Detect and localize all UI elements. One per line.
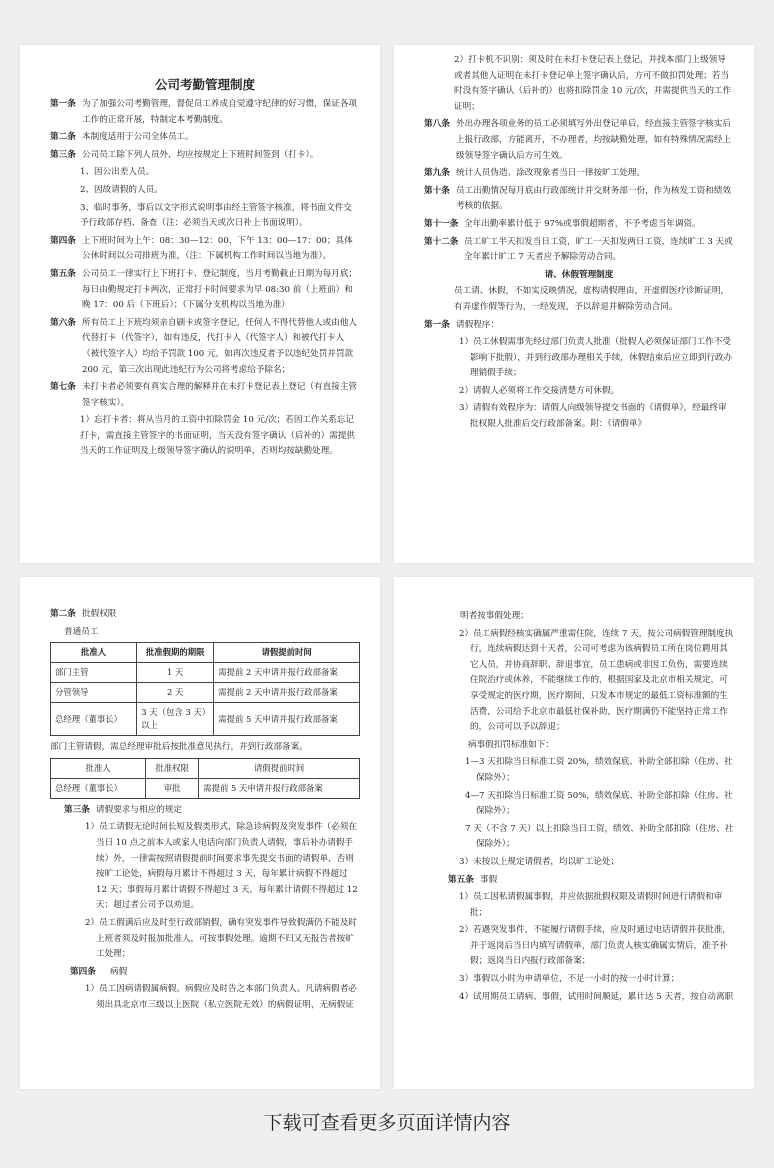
download-more-caption: 下载可查看更多页面详情内容 bbox=[263, 1112, 511, 1134]
article-7: 第七条 未打卡者必须要有真实合理的解释并在未打卡登记表上登记（有直接主管签字核实）。 bbox=[50, 382, 358, 408]
leave-article-5: 第五条 事假 bbox=[448, 874, 498, 885]
list-item: 7 天（不含 7 天）以上扣除当日工资，绩效、补助全部扣除（住房、社保除外）； bbox=[465, 823, 734, 850]
document-page-3 bbox=[20, 577, 380, 1089]
leave-article-4: 第四条 病假 bbox=[70, 966, 128, 977]
list-item: 2）打卡机不识别：须及时在未打卡登记表上登记，并找本部门上级领导或者其他人证明在未打卡登记单上签字确认后，方可不做扣罚处理；若当时没有签字确认（后补的）也将扣除罚金 10 元/次，并需提供当天的工作证明； bbox=[454, 55, 732, 112]
article-9: 第九条 统计人员伪造、涂改现象者当日一律按旷工处理。 bbox=[424, 168, 646, 179]
leave-article-2: 第二条 批假权限 bbox=[50, 609, 117, 619]
article-10: 第十条 员工出勤情况每月底由行政部统计并交财务部一份，作为核发工资和绩效考核的依据。 bbox=[424, 185, 732, 212]
list-item: 1—3 天扣除当日标准工资 20%，绩效保底、补助全部扣除（住房、社保除外）； bbox=[465, 757, 733, 783]
table-row: 总经理（董事长） 3 天（包含 3 天）以上 需提前 5 天申请并报行政部备案 bbox=[51, 703, 360, 736]
document-page-2 bbox=[394, 45, 754, 563]
list-item: 3、临时事务，事后以文字形式说明事由经主管签字核准，将书面文件交予行政部存档、备查（注：必须当天或次日补上书面说明）。 bbox=[80, 202, 352, 229]
list-item: 4—7 天扣除当日标准工资 50%，绩效保底、补助全部扣除（住房、社保除外）； bbox=[465, 790, 733, 817]
list-item: 3）事假以小时为申请单位，不足一小时的按一小时计算； bbox=[459, 974, 680, 985]
article-8: 第八条 外出办理各项业务的员工必须填写外出登记单后，经直接主管签字核实后上报行政部，方能离开，不办理者，均按缺勤处理，如有特殊情况需经上级领导签字确认后方可生效。 bbox=[424, 119, 732, 161]
list-item: 2）员工假满后应及时至行政部销假，确有突发事件导致假满仍不能及时上班者须及时报加批准人，可按事假处理。逾期不归又无报告者按旷工处理； bbox=[85, 917, 357, 960]
table-caption: 普通员工 bbox=[64, 626, 99, 637]
continued-text: 明者按事假处理； bbox=[460, 611, 529, 621]
intro-paragraph: 员工请、休假，不如实反映情况，虚构请假理由，开虚假医疗诊断证明，有弄虚作假等行为，一经发现，予以辞退并解除劳动合同。 bbox=[454, 286, 730, 312]
section-title: 请、休假管理制度 bbox=[544, 269, 614, 280]
approval-table-staff bbox=[50, 642, 360, 736]
document-page-4 bbox=[394, 577, 754, 1089]
leave-article-3: 第三条 请假要求与相应的规定 bbox=[64, 804, 182, 815]
table-caption: 部门主管请假，需总经理审批后按批准意见执行，并到行政部备案。 bbox=[50, 742, 308, 753]
list-item: 3）请假有效程序为：请假人向级领导提交书面的《请假单》，经最终审批权限人批准后交行政部备案。附：《请假单》 bbox=[459, 403, 727, 430]
list-item: 1、因公出差人员。 bbox=[80, 167, 155, 178]
penalty-standard-heading: 病事假扣罚标准如下： bbox=[468, 739, 554, 750]
list-item: 1）员工休假需事先经过部门负责人批准（批假人必须保证部门工作不受影响下批假），并到行政部办理相关手续，休假结束后应立即到行政办理销假手续； bbox=[459, 337, 733, 379]
list-item: 4）试用期员工请病、事假，试用时间顺延，累计达 5 天者，按自动离职 bbox=[459, 991, 734, 1002]
article-3: 第三条 公司员工除下列人员外，均应按规定上下班时间签到（打卡）。 bbox=[50, 149, 319, 160]
list-item: 2、因故请假的人员。 bbox=[80, 184, 163, 195]
document-page-1 bbox=[20, 45, 380, 563]
article-12: 第十二条 员工旷工半天扣发当日工资，旷工一天扣发两日工资，连续旷工 3 天或全年累计旷工 7 天者应予解除劳动合同。 bbox=[424, 236, 733, 263]
table-row: 分管领导 2 天 需提前 2 天申请并报行政部备案 bbox=[51, 683, 360, 703]
table-row: 部门主管 1 天 需提前 2 天申请并报行政部备案 bbox=[51, 663, 360, 683]
list-item: 1）员工请假无论时间长短及假类形式，除急诊病假及突发事件（必须在当日 10 点之前本人或家人电话向部门负责人请假，事后补办请假手续）外，一律需按照请假提前时间要求事先提交书面的请假单，否则按旷工论处，病假每月累计不得超过 3 天，每年累计病假不得超过 12 天；事假每月累计请假不得超过 3 天，每年累计请假不得超过 12 天；超过者公司予以劝退。 bbox=[85, 822, 358, 911]
article-2: 第二条 本制度适用于公司全体员工。 bbox=[50, 132, 194, 143]
approval-table-manager bbox=[50, 758, 360, 799]
article-6: 第六条 所有员工上下班均须亲自刷卡或签字登记，任何人不得代替他人或由他人代替打卡（代签字），如有违反，代打卡人（代签字人）和被代打卡人（被代签字人）均给予罚款 100 元，如再次违反者予以违纪处罚并罚款 200 元，第三次出现此违纪行为公司将考虑给予除名； bbox=[50, 317, 358, 375]
list-item: 2）员工病假经核实确属严重需住院，连续 7 天，按公司病假管理制度执行，连续病假达到十天者，公司可考虑为该病假员工所在岗位聘用其它人员，并协商辞职、辞退事宜，员工患病或非因工负伤，需要连续住院治疗或休养，不能继续工作的，根据国家及北京市相关规定，可享受规定的医疗期，医疗期间，只发本市规定的最低工资标准额的生活费，公司给予北京市最低社保补助，医疗期满仍不能坚持正常工作的，公司可以予以辞退； bbox=[459, 628, 734, 733]
table-header-row: 批准人 批准假期的期限 请假提前时间 bbox=[51, 643, 360, 663]
article-5: 第五条 公司员工一律实行上下班打卡、登记制度，当月考勤截止日期为每月底；每日由勤规定打卡两次，正常打卡时间要求为早 08:30 前（上班前）和晚 17：00 后（下班后）；（下属分支机构以当地为准） bbox=[50, 268, 358, 311]
list-item: 1）员工因私请假属事假，并应依据批假权限及请假时间进行请假和审批； bbox=[459, 892, 723, 918]
list-item: 2）请假人必须将工作交接清楚方可休假。 bbox=[459, 385, 620, 396]
leave-article-1: 第一条 请假程序： bbox=[424, 319, 499, 330]
list-item: 1）忘打卡者：将从当月的工资中扣除罚金 10 元/次；若因工作关系忘记打卡，需直接主管签字的书面证明，当天没有签字确认（后补的）需提供当天的工作证明及上级领导签字确认的说明单，否则均按缺勤处理。 bbox=[80, 415, 356, 457]
document-title: 公司考勤管理制度 bbox=[154, 77, 255, 92]
article-1: 第一条 为了加强公司考勤管理，督促员工养成自觉遵守纪律的好习惯，保证各项工作的正常开展，特制定本考勤制度。 bbox=[50, 99, 358, 125]
article-4: 第四条 上下班时间为上午：08：30—12：00，下午 13：00—17：00；具体公休时间以公司排班为准，（注：下属机构工作时间以当地为准）。 bbox=[50, 235, 353, 262]
table-header-row: 批准人 批准权限 请假提前时间 bbox=[51, 758, 360, 778]
article-11: 第十一条 全年出勤率累计低于 97%或事假超期者，不予考虑当年调资。 bbox=[424, 218, 701, 229]
table-row: 总经理（董事长） 审批 需提前 5 天申请并报行政部备案 bbox=[51, 778, 360, 798]
list-item: 1）员工因病请假属病假。病假应及时告之本部门负责人。凡请病假者必须出具北京市三级以上医院（私立医院无效）的病假证明，无病假证 bbox=[85, 984, 357, 1010]
list-item: 3）未按以上规定请假者，均以旷工论处； bbox=[459, 856, 620, 867]
list-item: 2）若遇突发事件，不能履行请假手续，应及时通过电话请假并获批准，并于返岗后当日内填写请假单，部门负责人核实确属实情后，准予补假；返岗当日内报行政部备案； bbox=[459, 925, 731, 967]
